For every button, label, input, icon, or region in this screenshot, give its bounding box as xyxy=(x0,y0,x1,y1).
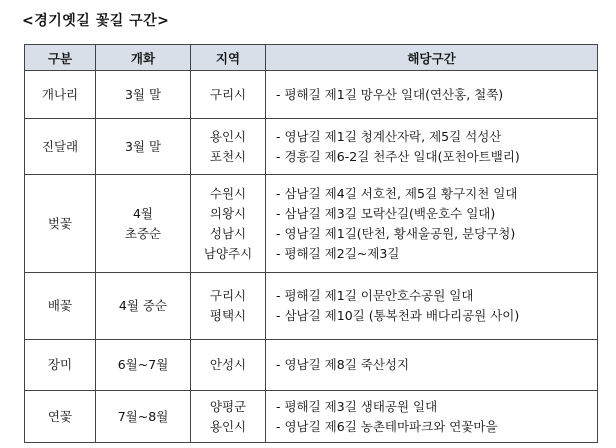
section-cell xyxy=(266,119,598,175)
document-title: <경기옛길 꽃길 구간> xyxy=(22,13,170,29)
section-text: - 영남길 제6길 농촌테마파크와 연꽃마을 xyxy=(276,418,498,434)
section-text: - 평해길 제3길 생태공원 일대 xyxy=(276,398,438,414)
table-row xyxy=(25,391,598,443)
table-header-row xyxy=(25,45,598,71)
header-bloom: 개화 xyxy=(96,45,191,71)
bloom-text: 7월~8월 xyxy=(117,408,169,424)
header-region: 지역 xyxy=(191,45,266,71)
bloom-text: 4월 xyxy=(132,205,154,221)
bloom-cell xyxy=(96,340,191,391)
bloom-cell xyxy=(96,175,191,273)
header-category: 구분 xyxy=(25,45,96,71)
header-section: 해당구간 xyxy=(266,45,598,71)
region-text: 양평군 xyxy=(209,398,247,414)
region-text: 의왕시 xyxy=(209,205,247,221)
section-text: - 평해길 제1길 망우산 일대(연산홍, 철쭉) xyxy=(276,86,504,102)
bloom-text: 초중순 xyxy=(124,225,162,241)
region-cell xyxy=(191,71,266,119)
flower-cell: 배꽃 xyxy=(25,273,96,340)
region-cell xyxy=(191,391,266,443)
section-cell xyxy=(266,175,598,273)
bloom-text: 3월 말 xyxy=(124,86,162,102)
bloom-text: 6월~7월 xyxy=(117,357,169,372)
section-text: - 평해길 제1길 이문안호수공원 일대 xyxy=(276,288,474,303)
flower-cell: 연꽃 xyxy=(25,391,96,443)
flower-cell: 장미 xyxy=(25,340,96,391)
region-cell xyxy=(191,340,266,391)
section-cell xyxy=(266,71,598,119)
flower-cell: 개나리 xyxy=(25,71,96,119)
region-text: 포천시 xyxy=(209,148,247,164)
region-text: 수원시 xyxy=(209,185,247,201)
region-text: 남양주시 xyxy=(203,245,253,261)
section-text: - 경흥길 제6-2길 천주산 일대(포천아트밸리) xyxy=(276,148,520,164)
region-text: 용인시 xyxy=(209,128,247,144)
bloom-cell xyxy=(96,119,191,175)
bloom-cell xyxy=(96,273,191,340)
bloom-cell xyxy=(96,71,191,119)
region-text: 성남시 xyxy=(209,225,247,241)
section-cell xyxy=(266,340,598,391)
table-row xyxy=(25,273,598,340)
region-cell xyxy=(191,119,266,175)
region-text: 안성시 xyxy=(209,357,247,372)
table-row xyxy=(25,71,598,119)
region-text: 평택시 xyxy=(209,308,247,323)
bloom-text: 4월 중순 xyxy=(118,298,168,313)
section-cell xyxy=(266,391,598,443)
region-cell xyxy=(191,175,266,273)
section-cell xyxy=(266,273,598,340)
flower-cell: 벚꽃 xyxy=(25,175,96,273)
section-text: - 삼남길 제3길 모락산길(백운호수 일대) xyxy=(276,205,496,221)
flower-trail-table xyxy=(24,44,598,443)
flower-cell: 진달래 xyxy=(25,119,96,175)
section-text: - 삼남길 제10길 (통복천과 배다리공원 사이) xyxy=(276,308,520,323)
table-row xyxy=(25,119,598,175)
table-row xyxy=(25,175,598,273)
table-row xyxy=(25,340,598,391)
section-text: - 삼남길 제4길 서호천, 제5길 황구지천 일대 xyxy=(276,185,518,201)
region-text: 용인시 xyxy=(209,418,247,434)
bloom-text: 3월 말 xyxy=(124,138,162,154)
bloom-cell xyxy=(96,391,191,443)
section-text: - 영남길 제1길 청계산자락, 제5길 석성산 xyxy=(276,128,502,144)
region-cell xyxy=(191,273,266,340)
section-text: - 영남길 제1길(탄천, 황새울공원, 분당구청) xyxy=(276,225,516,241)
section-text: - 평해길 제2길~제3길 xyxy=(276,245,400,261)
section-text: - 영남길 제8길 죽산성지 xyxy=(276,357,410,372)
region-text: 구리시 xyxy=(209,288,247,303)
region-text: 구리시 xyxy=(209,86,247,102)
